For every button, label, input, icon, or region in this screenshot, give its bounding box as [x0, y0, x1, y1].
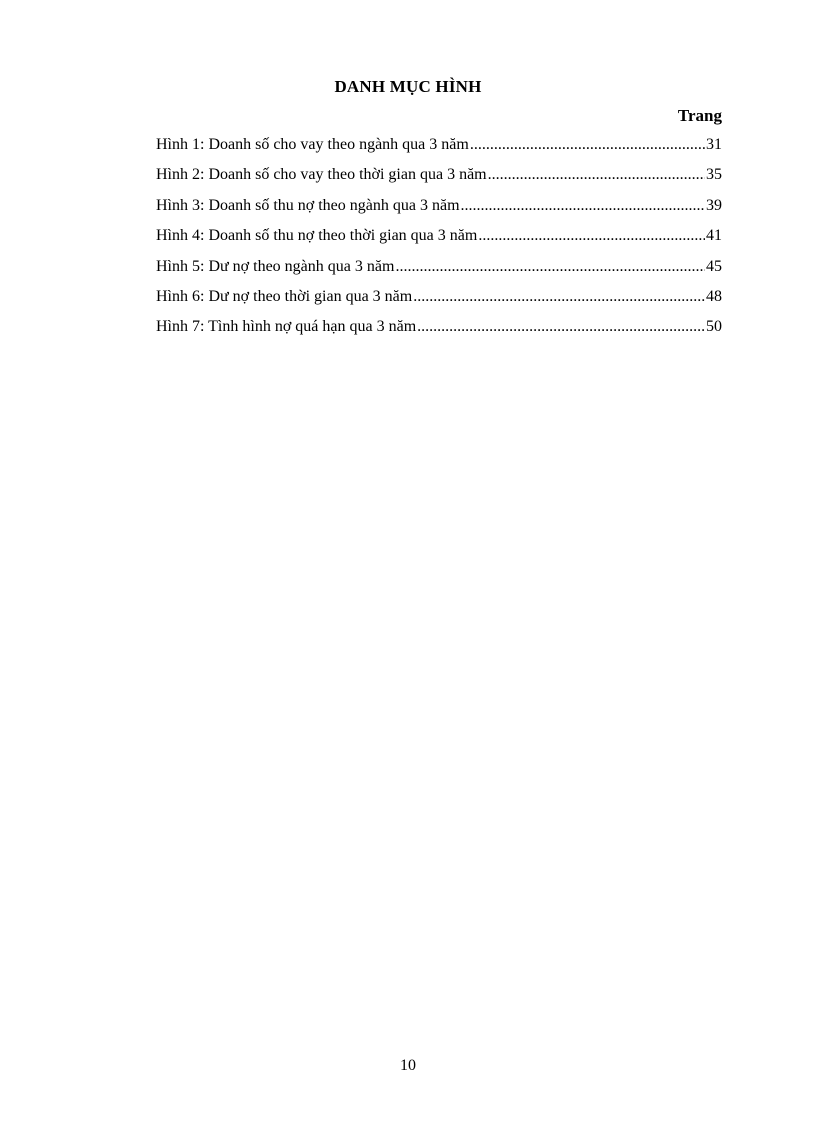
page-title: DANH MỤC HÌNH — [334, 77, 482, 96]
toc-entry-1[interactable] — [156, 135, 722, 165]
dot-leader — [488, 165, 705, 185]
toc-entry-3[interactable] — [156, 196, 722, 226]
toc-entry-7[interactable] — [156, 317, 722, 347]
toc-entry-label: Hình 3: Doanh số thu nợ theo ngành qua 3 năm — [156, 196, 460, 214]
toc-entry-label: Hình 2: Doanh số cho vay theo thời gian qua 3 năm — [156, 166, 487, 184]
figure-list — [156, 135, 722, 348]
toc-entry-label: Hình 6: Dư nợ theo thời gian qua 3 năm — [156, 287, 413, 305]
toc-entry-label: Hình 4: Doanh số thu nợ theo thời gian qua 3 năm — [156, 227, 478, 245]
toc-entry-4[interactable] — [156, 226, 722, 256]
toc-entry-page: 35 — [706, 166, 722, 184]
dot-leader — [461, 196, 705, 216]
toc-entry-page: 50 — [706, 318, 722, 336]
toc-entry-2[interactable] — [156, 165, 722, 195]
toc-entry-label: Hình 7: Tình hình nợ quá hạn qua 3 năm — [156, 318, 417, 336]
dot-leader — [395, 257, 705, 277]
dot-leader — [470, 135, 705, 155]
toc-entry-page: 41 — [706, 227, 722, 245]
toc-entry-5[interactable] — [156, 257, 722, 287]
dot-leader — [413, 287, 705, 307]
page-number: 10 — [400, 1057, 416, 1074]
dot-leader — [478, 226, 705, 246]
toc-entry-page: 31 — [706, 136, 722, 153]
toc-entry-page: 48 — [706, 287, 722, 305]
toc-entry-label: Hình 1: Doanh số cho vay theo ngành qua 3 năm — [156, 136, 469, 153]
toc-entry-6[interactable] — [156, 287, 722, 317]
toc-entry-label: Hình 5: Dư nợ theo ngành qua 3 năm — [156, 257, 395, 275]
toc-entry-page: 39 — [706, 196, 722, 214]
page-column-label: Trang — [677, 106, 722, 125]
dot-leader — [417, 317, 705, 337]
toc-entry-page: 45 — [706, 257, 722, 275]
